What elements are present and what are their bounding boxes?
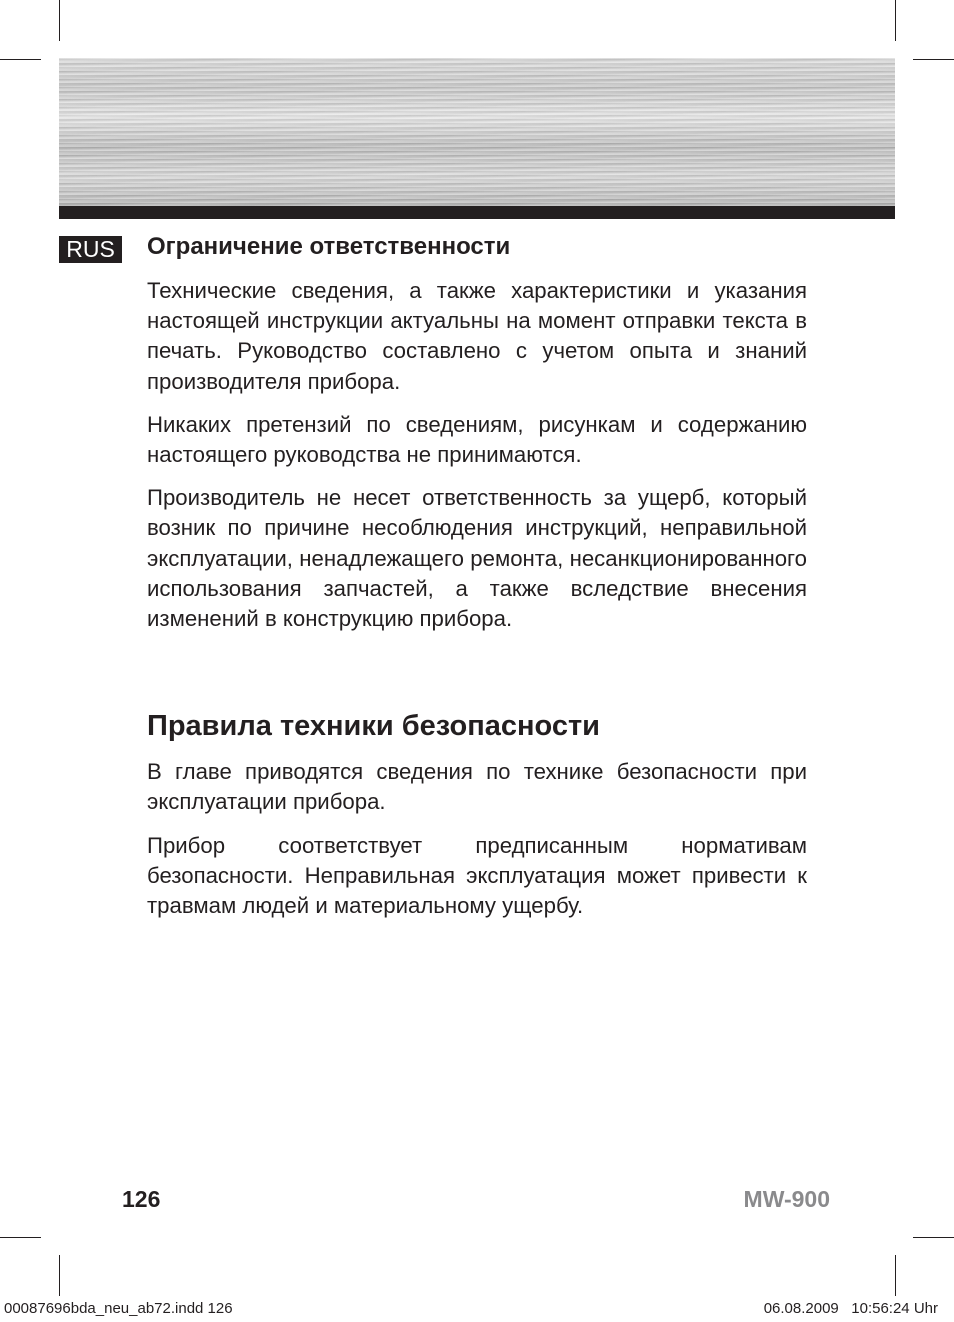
paragraph: В главе приводятся сведения по технике безопасности при эксплуатации прибора. xyxy=(147,759,807,815)
crop-mark xyxy=(59,1255,60,1296)
crop-mark xyxy=(0,59,41,60)
slug-datetime: 06.08.2009 10:56:24 Uhr xyxy=(763,1300,938,1317)
language-badge: RUS xyxy=(59,236,122,263)
header-banner-bar xyxy=(59,206,895,219)
section-title-safety: Правила техники безопасности xyxy=(147,710,600,743)
crop-mark xyxy=(913,59,954,60)
page-number: 126 xyxy=(122,1186,161,1212)
section-safety xyxy=(147,706,807,921)
crop-mark xyxy=(913,1237,954,1238)
page-content xyxy=(147,230,807,921)
paragraph: Технические сведения, а также характеристики и указания настоящей инструкции актуальны на момент отправки текста в печать. Руководство составлено с учетом опыта и знаний производителя прибора. xyxy=(147,278,807,394)
section-title-liability: Ограничение ответственности xyxy=(147,233,511,260)
header-banner xyxy=(59,58,895,206)
crop-mark xyxy=(895,0,896,41)
crop-mark xyxy=(0,1237,41,1238)
model-name: MW-900 xyxy=(743,1186,830,1212)
paragraph: Никаких претензий по сведениям, рисункам и содержанию настоящего руководства не принимаются. xyxy=(147,411,807,468)
paragraph: Производитель не несет ответственность за ущерб, который возник по причине несоблюдения инструкций, неправильной эксплуатации, ненадлежащего ремонта, несанкционированного использования запчастей, а также вследствие внесения изменений в конструкцию прибора. xyxy=(147,485,807,632)
slug-file: 00087696bda_neu_ab72.indd 126 xyxy=(4,1300,233,1317)
crop-mark xyxy=(895,1255,896,1296)
paragraph: Прибор соответствует предписанным нормативам безопасности. Неправильная эксплуатация может привести к травмам людей и материальному ущербу. xyxy=(147,832,807,919)
crop-mark xyxy=(59,0,60,41)
